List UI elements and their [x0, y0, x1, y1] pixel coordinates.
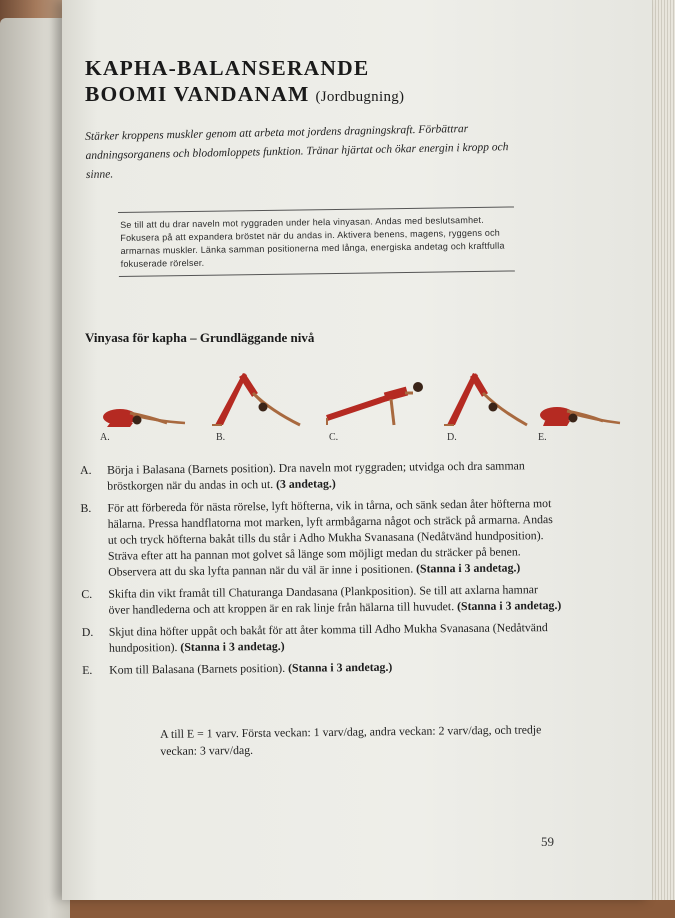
- note-text: Se till att du drar naveln mot ryggraden under hela vinyasan. Andas med beslutsamhet. Fokusera på att expandera bröstet när du andas in. Aktivera benens, magens, ryggens och armarnas muskler. Länka samman positionerna med långa, energiska andetag och kraftfulla fokuserade rörelser.: [120, 214, 505, 269]
- note-box: [118, 206, 515, 277]
- step-hold: (Stanna i 3 andetag.): [416, 560, 521, 576]
- pose-a-figure: [103, 409, 185, 427]
- pose-label-c: C.: [329, 432, 339, 443]
- step-hold: (Stanna i 3 andetag.): [456, 597, 562, 614]
- title-line-1: KAPHA-BALANSERANDE: [85, 56, 370, 80]
- pose-c-figure: [327, 382, 423, 425]
- instruction-list: [80, 457, 562, 684]
- pose-label-d: D.: [447, 432, 457, 443]
- title-subtitle: (Jordbugning): [315, 89, 405, 105]
- page-title: [85, 55, 404, 110]
- pose-e-figure: [540, 407, 620, 426]
- step-text: Skjut dina höfter uppåt och bakåt för att åter komma till Adho Mukha Svanasana (Nedåtvänd hundposition).: [108, 620, 548, 655]
- pose-illustrations: [95, 365, 625, 435]
- step-hold: (3 andetag.): [276, 476, 336, 491]
- pose-label-b: B.: [216, 432, 226, 443]
- pose-b-figure: [212, 373, 300, 425]
- step-hold: (Stanna i 3 andetag.): [287, 659, 393, 675]
- left-page-edge: [0, 18, 70, 918]
- step-b: [80, 495, 561, 580]
- pose-label-e: E.: [538, 432, 547, 443]
- step-letter: E.: [82, 662, 93, 677]
- step-letter: C.: [81, 586, 93, 601]
- intro-text: Stärker kroppens muskler genom att arbeta mot jordens dragningskraft. Förbättrar andningsorganens och blodomloppets funktion. Tränar hjärtat och ökar energin i kropp och sinne.: [85, 122, 509, 181]
- step-c: [81, 581, 561, 618]
- step-text: Börja i Balasana (Barnets position). Dra naveln mot ryggraden; utvidga och dra samman bröstkorgen när du andas in och ut.: [107, 458, 525, 493]
- page-number: 59: [541, 834, 554, 849]
- title-line-2: BOOMI VANDANAM: [85, 82, 310, 106]
- summary-text: A till E = 1 varv. Första veckan: 1 varv/dag, andra veckan: 2 varv/dag, och tredje veckan: 3 varv/dag.: [160, 722, 542, 758]
- step-text: För att förbereda för nästa rörelse, lyft höfterna, vik in tårna, och sänk sedan åter höfterna mot hälarna. Pressa handflatorna mot marken, lyft armbågarna något och sträck på armarna. Andas ut och tryck höfterna bakåt tills du står i Adho Mukha Svanasana (Nedåtvänd hundposition). Sträva efter att ha pannan mot golvet så länge som möjligt medan du sträcker på benen. Observera att du ska lyfta pannan när du väl är inne i positionen.: [107, 496, 553, 579]
- pose-label-a: A.: [100, 432, 110, 443]
- step-letter: B.: [80, 500, 92, 515]
- step-text: Kom till Balasana (Barnets position).: [109, 660, 286, 677]
- vinyasa-heading: Vinyasa för kapha – Grundläggande nivå: [85, 330, 315, 345]
- step-d: [82, 619, 562, 656]
- step-letter: A.: [80, 462, 92, 477]
- step-text: Skifta din vikt framåt till Chaturanga Dandasana (Plankposition). Se till att axlarna hamnar över handlederna och att kroppen är en rak linje från hälarna till huvudet.: [108, 582, 538, 617]
- pose-d-figure: [444, 373, 527, 425]
- step-a: [80, 457, 560, 494]
- step-hold: (Stanna i 3 andetag.): [180, 638, 285, 654]
- step-letter: D.: [81, 624, 94, 639]
- step-e: [82, 657, 562, 678]
